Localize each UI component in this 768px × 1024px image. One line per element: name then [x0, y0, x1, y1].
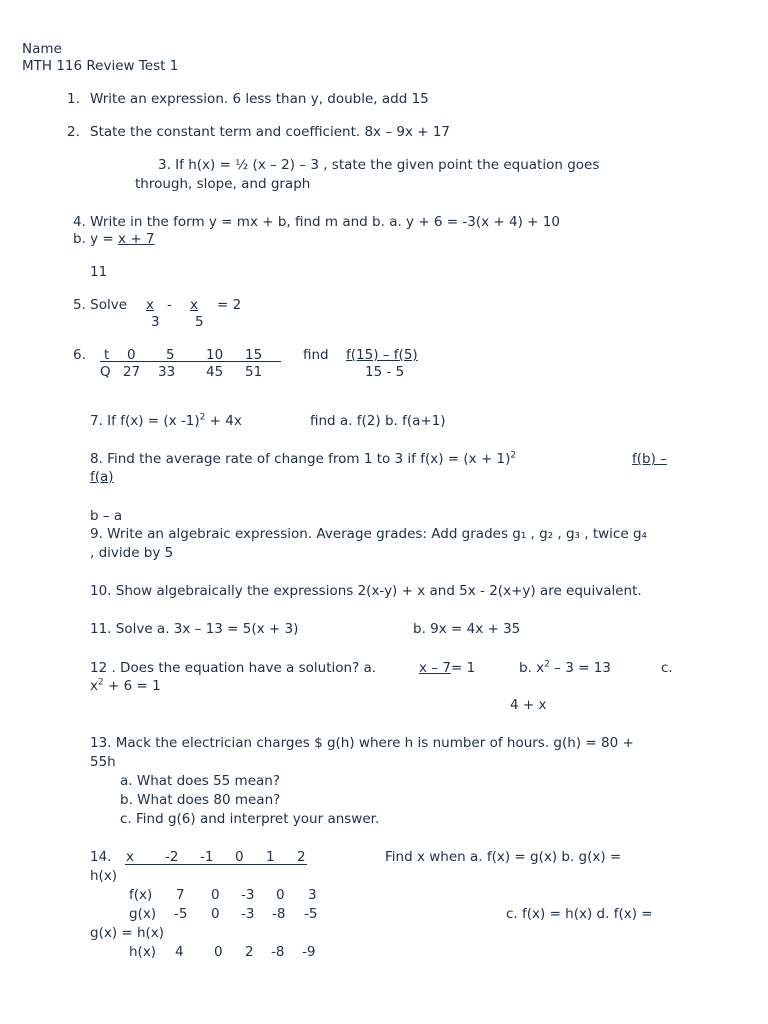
q14-h-cell: -8: [271, 944, 285, 960]
q2-text: State the constant term and coefficient. 8x – 9x + 17: [90, 124, 451, 140]
q14-f-cell: 7: [176, 887, 185, 903]
q5-numerator-2: x: [190, 297, 198, 313]
q12-b-exponent: 2: [544, 659, 550, 670]
q8-fraction-numerator-2: f(a): [90, 469, 114, 485]
q5-equals: = 2: [217, 297, 242, 313]
q5-denominator-2: 5: [195, 314, 204, 330]
q12-c-label: c.: [661, 660, 673, 676]
q4-line1: 4. Write in the form y = mx + b, find m and b. a. y + 6 = -3(x + 4) + 10: [73, 214, 560, 230]
q6-t-cell: 10: [206, 347, 224, 363]
q13-item-c: c. Find g(6) and interpret your answer.: [120, 811, 380, 827]
q7-find: find a. f(2) b. f(a+1): [310, 413, 446, 429]
q13-item-b: b. What does 80 mean?: [120, 792, 281, 808]
q6-fraction-denominator: 15 - 5: [365, 364, 405, 380]
q6-t-header: t: [104, 347, 110, 363]
q13-line2: 55h: [90, 754, 116, 770]
q5-numerator-1: x: [146, 297, 154, 313]
q12-c-equation: $x^2 + 6 = 1$: [90, 677, 161, 694]
q3-line2: through, slope, and graph: [135, 176, 311, 192]
q14-x-cell: 0: [235, 849, 244, 865]
q10-text: 10. Show algebraically the expressions 2(x-y) + x and 5x - 2(x+y) are equivalent.: [90, 583, 642, 599]
q6-fraction-numerator: f(15) – f(5): [346, 347, 418, 363]
q1-number: 1.: [67, 91, 80, 107]
q6-q-cell: 33: [158, 364, 176, 380]
q14-f-cell: 0: [211, 887, 220, 903]
q14-g-cell: 0: [211, 906, 220, 922]
q6-t-cell: 0: [127, 347, 136, 363]
q14-f-header: f(x): [129, 887, 153, 903]
q5-minus: -: [167, 297, 172, 313]
q14-x-cell: 1: [266, 849, 275, 865]
q14-h-header: h(x): [129, 944, 157, 960]
q12-prefix: 12 . Does the equation have a solution? a.: [90, 660, 377, 676]
q14-h-cell: 0: [214, 944, 223, 960]
q12-a-denominator: 4 + x: [510, 697, 547, 713]
q1-text: Write an expression. 6 less than y, double, add 15: [90, 91, 429, 107]
q9-line2: , divide by 5: [90, 545, 174, 561]
q12-part-b: b. $x^2 - 3 = 13$: [519, 659, 611, 676]
q14-h-cell: -9: [302, 944, 316, 960]
q14-find-line1: Find x when a. f(x) = g(x) b. g(x) =: [385, 849, 622, 865]
q2-number: 2.: [67, 124, 80, 140]
q14-g-cell: -5: [304, 906, 318, 922]
q14-find-line3: c. f(x) = h(x) d. f(x) =: [506, 906, 653, 922]
q14-find-line4: g(x) = h(x): [90, 925, 165, 941]
q6-find: find: [303, 347, 329, 363]
q14-x-cell: 2: [297, 849, 306, 865]
q8-exponent: 2: [510, 450, 517, 461]
q6-q-cell: 27: [123, 364, 141, 380]
q6-q-header: Q: [100, 364, 111, 380]
q5-prefix: 5. Solve: [73, 297, 128, 313]
q4-b-denominator: 11: [90, 264, 108, 280]
q11-part-a: 11. Solve a. 3x – 13 = 5(x + 3): [90, 621, 299, 637]
q11-part-b: b. 9x = 4x + 35: [413, 621, 521, 637]
q14-g-cell: -8: [272, 906, 286, 922]
q3-line1: 3. If h(x) = ½ (x – 2) – 3 , state the given point the equation goes: [158, 157, 600, 173]
q14-x-cell: -2: [165, 849, 179, 865]
q14-number: 14.: [90, 849, 112, 865]
q14-f-cell: 3: [308, 887, 317, 903]
q9-line1: 9. Write an algebraic expression. Average grades: Add grades g₁ , g₂ , g₃ , twice g₄: [90, 526, 647, 542]
q5-denominator-1: 3: [151, 314, 160, 330]
q14-h-cell: 2: [245, 944, 254, 960]
q14-f-cell: 0: [276, 887, 285, 903]
q4-b-prefix: b. y =: [73, 231, 119, 247]
q6-q-cell: 45: [206, 364, 224, 380]
q14-x-header: x: [126, 849, 134, 865]
q14-find-line2: h(x): [90, 868, 118, 884]
q8-fraction-numerator-1: f(b) –: [632, 451, 667, 467]
q12-a-numerator: x – 7: [419, 660, 451, 676]
q4-b-numerator: x + 7: [118, 231, 155, 247]
q6-number: 6.: [73, 347, 86, 363]
q14-g-cell: -3: [241, 906, 255, 922]
q12-a-rest: = 1: [451, 660, 476, 676]
q14-g-header: g(x): [129, 906, 157, 922]
q14-f-cell: -3: [241, 887, 255, 903]
q14-table-rule: [125, 864, 307, 865]
q14-x-cell: -1: [200, 849, 214, 865]
q14-g-cell: -5: [174, 906, 188, 922]
q7-exponent: 2: [199, 412, 206, 423]
q13-item-a: a. What does 55 mean?: [120, 773, 280, 789]
q7-expression: 7. If f(x) = (x -1)$^2$ + 4x: [90, 412, 242, 429]
q14-h-cell: 4: [175, 944, 184, 960]
q8-fraction-denominator: b – a: [90, 508, 123, 524]
q6-t-cell: 15: [245, 347, 263, 363]
q6-q-cell: 51: [245, 364, 263, 380]
course-title: MTH 116 Review Test 1: [22, 58, 179, 74]
q4-b-line: [73, 230, 155, 248]
q8-text: 8. Find the average rate of change from 1 to 3 if $f(x) = (x + 1)^2$: [90, 450, 517, 467]
q13-line1: 13. Mack the electrician charges $ g(h) where h is number of hours. g(h) = 80 +: [90, 735, 634, 751]
name-label: Name: [22, 41, 62, 57]
q6-t-cell: 5: [166, 347, 175, 363]
q12-c-exponent: 2: [98, 677, 104, 688]
